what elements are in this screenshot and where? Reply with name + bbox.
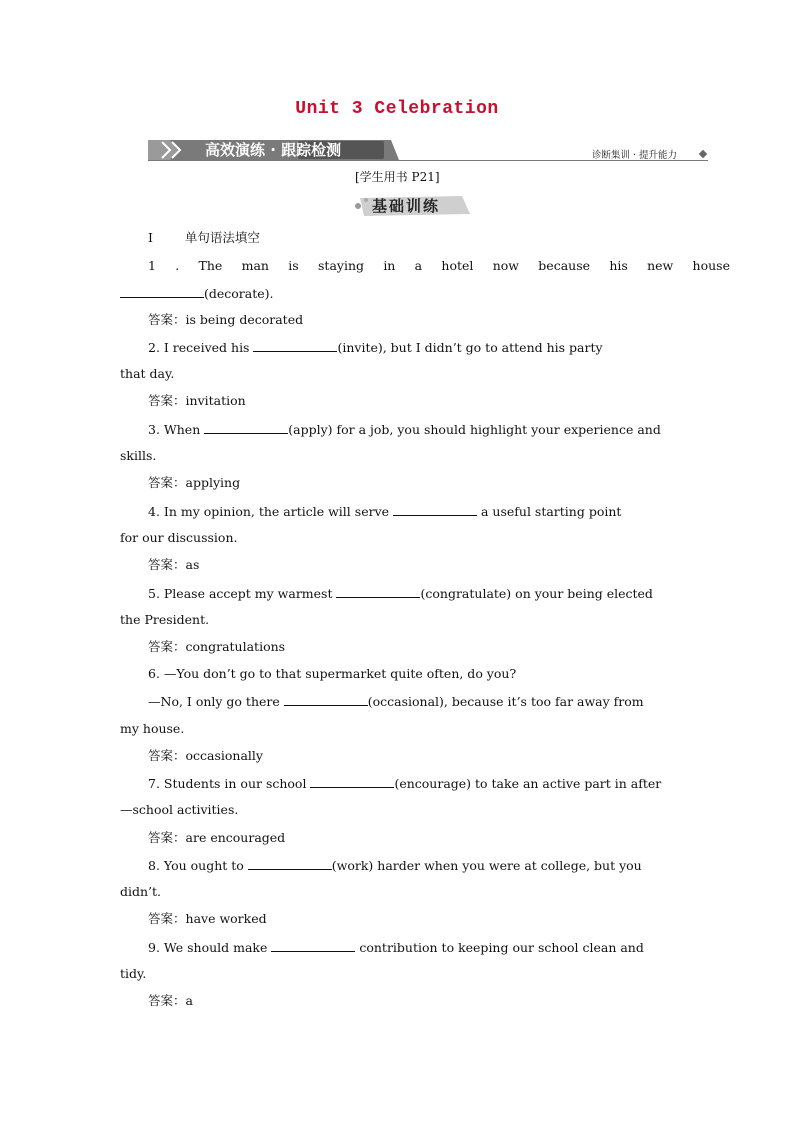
answer-text: a — [185, 993, 193, 1008]
answer-text: are encouraged — [185, 830, 286, 845]
question-4-line-2: for our discussion. — [120, 530, 238, 545]
answer-label: 答案： — [148, 312, 186, 327]
answer-label: 答案： — [148, 475, 186, 490]
question-2-part-a: 2. I received his — [148, 340, 254, 355]
answer-blank — [284, 693, 368, 706]
question-2-part-b: (invite), but I didn’t go to attend his party — [337, 340, 603, 355]
question-6-part-b: (occasional), because it’s too far away from — [367, 694, 644, 709]
answer-4 — [148, 557, 199, 573]
question-7-part-b: (encourage) to take an active part in after — [394, 776, 662, 791]
banner-title-b: 跟踪检测 — [281, 141, 342, 159]
question-9-part-b: contribution to keeping our school clean and — [355, 940, 644, 955]
answer-3 — [148, 475, 240, 491]
question-4-part-b: a useful starting point — [477, 504, 622, 519]
answer-label: 答案： — [148, 830, 186, 845]
answer-label: 答案： — [148, 993, 186, 1008]
question-3-part-b: (apply) for a job, you should highlight your experience and — [288, 422, 661, 437]
question-8-part-b: (work) harder when you were at college, but you — [331, 858, 642, 873]
question-8-line-2: didn’t. — [120, 884, 162, 899]
part-title: 单句语法填空 — [184, 230, 260, 245]
answer-text: congratulations — [185, 639, 286, 654]
part-heading — [148, 230, 260, 246]
question-7-part-a: 7. Students in our school — [148, 776, 311, 791]
answer-blank — [248, 857, 332, 870]
question-7-line-2: —school activities. — [120, 802, 239, 817]
question-1-line-2 — [120, 285, 274, 302]
question-1-tail: (decorate). — [204, 286, 274, 301]
question-1-line-1: 1 . The man is staying in a hotel now because his new house — [148, 258, 730, 273]
question-4-line-1 — [148, 503, 621, 520]
question-6-line-1 — [148, 693, 644, 710]
question-3-part-a: 3. When — [148, 422, 205, 437]
book-reference: [学生用书 P21] — [355, 170, 440, 184]
banner-subtitle: 诊断集训 · 提升能力 — [592, 150, 678, 161]
answer-9 — [148, 993, 193, 1009]
answer-label: 答案： — [148, 557, 186, 572]
answer-text: occasionally — [185, 748, 263, 763]
answer-8 — [148, 911, 267, 927]
answer-text: as — [185, 557, 200, 572]
part-numeral: Ⅰ — [148, 230, 153, 245]
question-6-part-a: —No, I only go there — [148, 694, 284, 709]
answer-label: 答案： — [148, 748, 186, 763]
answer-text: is being decorated — [185, 312, 304, 327]
answer-label: 答案： — [148, 393, 186, 408]
answer-blank — [204, 421, 288, 434]
answer-label: 答案： — [148, 911, 186, 926]
answer-5 — [148, 639, 285, 655]
question-8-line-1 — [148, 857, 642, 874]
question-7-line-1 — [148, 775, 661, 792]
question-8-part-a: 8. You ought to — [148, 858, 248, 873]
answer-blank — [336, 585, 420, 598]
answer-blank — [120, 285, 204, 298]
section-badge: 基础训练 — [372, 197, 441, 215]
answer-7 — [148, 830, 285, 846]
answer-1 — [148, 312, 303, 328]
question-2-line-2: that day. — [120, 366, 175, 381]
answer-2 — [148, 393, 246, 409]
question-4-part-a: 4. In my opinion, the article will serve — [148, 504, 393, 519]
page-title: Unit 3 Celebration — [295, 99, 499, 119]
question-2-line-1 — [148, 339, 603, 356]
question-5-line-2: the President. — [120, 612, 210, 627]
question-6-line-2: my house. — [120, 721, 185, 736]
question-9-part-a: 9. We should make — [148, 940, 272, 955]
question-9-line-1 — [148, 939, 644, 956]
question-6-prompt: 6. —You don’t go to that supermarket quite often, do you? — [148, 666, 517, 681]
answer-blank — [310, 775, 394, 788]
question-5-line-1 — [148, 585, 653, 602]
question-3-line-2: skills. — [120, 448, 157, 463]
answer-blank — [253, 339, 337, 352]
answer-blank — [271, 939, 355, 952]
banner-title — [205, 139, 341, 161]
answer-6 — [148, 748, 263, 764]
question-3-line-1 — [148, 421, 661, 438]
question-5-part-a: 5. Please accept my warmest — [148, 586, 337, 601]
question-5-part-b: (congratulate) on your being elected — [420, 586, 653, 601]
answer-text: invitation — [185, 393, 246, 408]
question-9-line-2: tidy. — [120, 966, 147, 981]
answer-text: have worked — [185, 911, 267, 926]
answer-text: applying — [185, 475, 241, 490]
banner-title-a: 高效演练 · — [205, 141, 276, 159]
diamond-icon — [699, 150, 707, 158]
answer-label: 答案： — [148, 639, 186, 654]
answer-blank — [393, 503, 477, 516]
